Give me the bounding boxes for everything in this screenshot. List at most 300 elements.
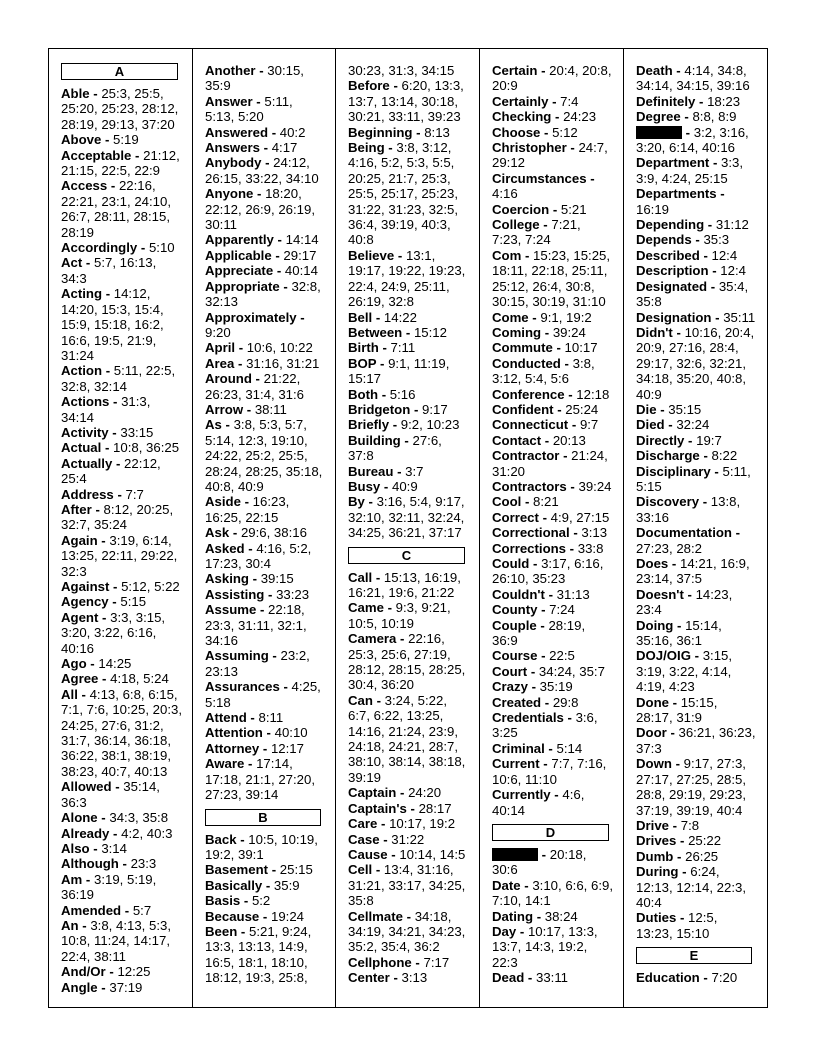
index-term: Assisting: [205, 586, 265, 602]
index-entry: Die - 35:15: [636, 401, 702, 417]
index-term: Conducted: [492, 355, 561, 371]
index-term: Ask: [205, 525, 230, 541]
page-line-refs: 3:6, 3:25: [492, 710, 598, 741]
index-term: Directly: [636, 432, 685, 448]
page-line-refs: 5:2: [251, 893, 271, 909]
index-term: Christopher: [492, 140, 567, 156]
index-entry: Captain - 24:20: [348, 785, 442, 801]
index-term: Dumb: [636, 848, 674, 864]
index-term: Answer: [205, 93, 253, 109]
index-term: Couldn't: [492, 586, 545, 602]
index-entry: Accordingly - 5:10: [61, 240, 175, 256]
page-line-refs: 28:17: [418, 800, 452, 816]
page-line-refs: 4:16: [492, 186, 518, 202]
page-line-refs: 15:12: [413, 324, 447, 340]
index-entry: April - 10:6, 10:22: [205, 340, 313, 356]
index-entry: Died - 32:24: [636, 417, 710, 433]
page-line-refs: 10:5, 10:19, 19:2, 39:1: [205, 831, 318, 862]
page-line-refs: 16:23, 16:25, 22:15: [205, 494, 290, 525]
page-line-refs: 12:25: [117, 964, 151, 980]
index-term: Came: [348, 600, 384, 616]
index-term: Access: [61, 178, 108, 194]
page-line-refs: 3:8, 4:13, 5:3, 10:8, 11:24, 14:17, 22:4, 38:11: [61, 917, 171, 964]
index-entry: College - 7:21, 7:23, 7:24: [492, 217, 581, 248]
index-term: During: [636, 864, 679, 880]
page-line-refs: 10:17: [564, 340, 598, 356]
index-term: Certain: [492, 63, 538, 78]
index-entry: Again - 3:19, 6:14, 13:25, 22:11, 29:22, 32:3: [61, 532, 178, 579]
index-term: Drive: [636, 817, 669, 833]
page-line-refs: 39:24: [578, 478, 612, 494]
index-entry: Depending - 31:12: [636, 217, 749, 233]
page-line-refs: 31:16, 31:21: [246, 355, 320, 371]
index-entry: Depends - 35:3: [636, 232, 730, 248]
page-line-refs: 7:20: [711, 970, 738, 986]
index-term: Agency: [61, 594, 109, 610]
index-entry: Dead - 33:11: [492, 970, 569, 986]
index-term: Captain: [348, 785, 397, 801]
page-line-refs: 3:3, 3:15, 3:20, 3:22, 6:16, 40:16: [61, 609, 166, 656]
page-line-refs: 24:12, 26:15, 33:22, 34:10: [205, 155, 319, 186]
index-entry: Beginning - 8:13: [348, 124, 450, 140]
index-term: Also: [61, 840, 90, 856]
index-entry: Being - 3:8, 3:12, 4:16, 5:2, 5:3, 5:5, 20:25, 21:7, 25:3, 25:5, 25:17, 25:23, 31:22, 31:23, 32:5, 36:4, 39:19, 40:3, 40:8: [348, 140, 458, 248]
index-term: Cause: [348, 846, 388, 862]
page-line-refs: 4:18, 5:24: [110, 671, 169, 687]
index-entry: DOJ/OIG - 3:15, 3:19, 3:22, 4:14, 4:19, 4:23: [636, 648, 733, 695]
page-line-refs: 5:12, 5:22: [121, 579, 180, 594]
section-letter-b: B: [205, 809, 321, 826]
index-entry: Aside - 16:23, 16:25, 22:15: [205, 494, 290, 525]
page-line-refs: 3:13: [581, 525, 608, 541]
index-entry: Amended - 5:7: [61, 902, 152, 918]
index-entry: Created - 29:8: [492, 694, 579, 710]
index-term: Area: [205, 355, 235, 371]
index-entry: Agent - 3:3, 3:15, 3:20, 3:22, 6:16, 40:16: [61, 609, 166, 656]
index-entry: Birth - 7:11: [348, 340, 416, 356]
index-entry: Directly - 19:7: [636, 432, 722, 448]
page-line-refs: 32:8, 32:13: [205, 278, 321, 310]
index-entry: Couple - 28:19, 36:9: [492, 617, 586, 649]
index-entry: Current - 7:7, 7:16, 10:6, 11:10: [492, 756, 607, 787]
index-term: Case: [348, 831, 380, 847]
index-term: All: [61, 686, 78, 702]
page-line-refs: 3:19, 5:19, 36:19: [61, 871, 157, 903]
redaction-block: [492, 848, 538, 861]
page-line-refs: 27:6, 37:8: [348, 432, 442, 464]
index-entry: Apparently - 14:14: [205, 232, 319, 248]
page-line-refs: 34:24, 35:7: [538, 663, 605, 679]
index-term: Crazy: [492, 679, 528, 695]
page-line-refs: 3:13: [401, 970, 428, 986]
page-line-refs: 31:3, 34:14: [61, 394, 151, 425]
index-entry: Conference - 12:18: [492, 386, 610, 402]
index-entry: Circumstances - 4:16: [492, 170, 595, 202]
index-entry: Contractor - 21:24, 31:20: [492, 448, 608, 479]
page-line-refs: 8:11: [258, 710, 284, 726]
index-entry: Around - 21:22, 26:23, 31:4, 31:6: [205, 371, 304, 402]
page-line-refs: 20:4, 20:8, 20:9: [492, 63, 612, 94]
page-line-refs: 27:23, 28:2: [636, 540, 702, 556]
page-line-refs: 34:18, 34:19, 34:21, 34:23, 35:2, 35:4, 36:2: [348, 908, 466, 955]
index-term: Current: [492, 756, 540, 772]
page-line-refs: 23:3: [130, 856, 157, 872]
index-entry: Cell - 13:4, 31:16, 31:21, 33:17, 34:25, 35:8: [348, 862, 466, 909]
index-term: Action: [61, 363, 103, 379]
index-entry: Answer - 5:11, 5:13, 5:20: [205, 93, 293, 125]
index-entry: - 20:18, 30:6: [492, 846, 587, 878]
index-entry: Certainly - 7:4: [492, 93, 579, 109]
index-entry: Attend - 8:11: [205, 710, 284, 726]
index-entry: Departments - 16:19: [636, 186, 725, 217]
index-entry: Case - 31:22: [348, 831, 425, 847]
index-term: Contractor: [492, 448, 560, 464]
page-line-refs: 9:7: [579, 417, 599, 433]
page-line-refs: 22:16, 25:3, 25:6, 27:19, 28:12, 28:15, 28:25, 30:4, 36:20: [348, 631, 466, 693]
index-entry: Center - 3:13: [348, 970, 428, 986]
index-term: Again: [61, 532, 98, 548]
index-term: Act: [61, 255, 83, 271]
index-entry: Drives - 25:22: [636, 833, 722, 849]
index-entry: Been - 5:21, 9:24, 13:3, 13:13, 14:9, 16:5, 18:1, 18:10, 18:12, 19:3, 25:8,: [205, 923, 312, 986]
index-term: Cool: [492, 494, 522, 510]
index-entry: Approximately - 9:20: [205, 309, 305, 340]
page-line-refs: 38:11: [254, 401, 287, 417]
index-entry: Confident - 25:24: [492, 401, 599, 417]
index-entry: During - 6:24, 12:13, 12:14, 22:3, 40:4: [636, 864, 746, 910]
page-line-refs: 9:17, 27:3, 27:17, 27:25, 28:5, 28:8, 29:19, 29:23, 37:19, 39:19, 40:4: [636, 756, 746, 818]
page-line-refs: 3:8, 3:12, 5:4, 5:6: [492, 355, 595, 387]
index-term: Done: [636, 694, 669, 710]
index-entry: Action - 5:11, 22:5, 32:8, 32:14: [61, 363, 176, 394]
index-term: Assurances: [205, 679, 280, 695]
index-term: Certainly: [492, 93, 549, 109]
page-line-refs: 35:15: [668, 401, 702, 417]
page-line-refs: 9:1, 11:19, 15:17: [348, 355, 450, 387]
page-line-refs: 12:4: [711, 247, 738, 263]
index-entry: Description - 12:4: [636, 263, 746, 279]
page-line-refs: 31:12: [715, 217, 749, 233]
page-line-refs: 38:24: [544, 908, 578, 924]
page-line-refs: 4:13, 6:8, 6:15, 7:1, 7:6, 10:25, 20:3, 24:25, 27:6, 31:2, 31:7, 36:14, 36:18, 36:22, 38:1, 38:19, 38:23, 40:7, 40:13: [61, 686, 182, 779]
index-term: Another: [205, 63, 256, 78]
index-term: Accordingly: [61, 240, 138, 256]
index-entry: Degree - 8:8, 8:9: [636, 109, 737, 125]
page-line-refs: 13:4, 31:16, 31:21, 33:17, 34:25, 35:8: [348, 862, 466, 909]
index-entry: Both - 5:16: [348, 386, 416, 402]
page-line-refs: 24:20: [408, 785, 442, 801]
page-line-refs: 4:25, 5:18: [205, 679, 321, 710]
page-line-refs: 7:7: [125, 486, 144, 502]
index-term: As: [205, 417, 222, 433]
index-term: Answered: [205, 124, 269, 140]
index-page-frame: [48, 48, 768, 1008]
index-entry: Cool - 8:21: [492, 494, 559, 510]
index-term: Discharge: [636, 448, 700, 464]
index-term: Against: [61, 579, 110, 594]
index-term: Anybody: [205, 155, 262, 171]
page-line-refs: 3:8, 3:12, 4:16, 5:2, 5:3, 5:5, 20:25, 21:7, 25:3, 25:5, 25:17, 25:23, 31:22, 31:23, 32:5, 36:4, 39:19, 40:3, 40:8: [348, 140, 458, 248]
index-entry: Against - 5:12, 5:22: [61, 579, 180, 594]
index-term: Attorney: [205, 740, 260, 756]
index-term: Ago: [61, 656, 87, 672]
page-line-refs: 40:14: [284, 263, 318, 279]
index-term: Course: [492, 648, 538, 664]
index-entry: Crazy - 35:19: [492, 679, 573, 695]
index-entry: Access - 22:16, 22:21, 23:1, 24:10, 26:7, 28:11, 28:15, 28:19: [61, 178, 171, 240]
index-term: DOJ/OIG: [636, 648, 691, 664]
index-term: Been: [205, 923, 238, 939]
index-term: Discovery: [636, 494, 700, 510]
page-line-refs: 40:2: [279, 124, 306, 140]
page-line-refs: 36:21, 36:23, 37:3: [636, 725, 756, 756]
index-term: Departments: [636, 186, 717, 202]
index-term: Depends: [636, 232, 692, 248]
index-entry: Come - 9:1, 19:2: [492, 309, 592, 325]
page-line-refs: 5:7, 16:13, 34:3: [61, 255, 157, 286]
page-line-refs: 21:24, 31:20: [492, 448, 608, 479]
page-line-refs: 14:22: [383, 309, 417, 325]
index-term: Alone: [61, 810, 98, 826]
index-column-2: [192, 49, 335, 1007]
index-term: Center: [348, 970, 390, 986]
index-term: Die: [636, 401, 657, 417]
index-entry: Does - 14:21, 16:9, 23:14, 37:5: [636, 556, 750, 587]
page-line-refs: 14:21, 16:9, 23:14, 37:5: [636, 556, 750, 587]
index-term: Currently: [492, 787, 551, 803]
index-term: Actual: [61, 440, 102, 456]
index-entry: Assuming - 23:2, 23:13: [205, 648, 310, 679]
page-line-refs: 22:16, 22:21, 23:1, 24:10, 26:7, 28:11, 28:15, 28:19: [61, 178, 171, 240]
index-term: Agent: [61, 609, 99, 625]
page-line-refs: 12:17: [270, 740, 304, 756]
index-entry: Cellmate - 34:18, 34:19, 34:21, 34:23, 35:2, 35:4, 36:2: [348, 908, 466, 955]
page-line-refs: 8:8, 8:9: [692, 109, 737, 125]
index-term: Briefly: [348, 417, 390, 433]
index-entry: Coercion - 5:21: [492, 201, 587, 217]
page-line-refs: 19:7: [696, 432, 722, 448]
index-term: Confident: [492, 401, 554, 417]
index-term: Does: [636, 556, 669, 571]
page-line-refs: 35:9: [273, 877, 300, 893]
page-line-refs: 33:23: [276, 586, 310, 602]
index-entry: Between - 15:12: [348, 324, 447, 340]
index-term: Come: [492, 309, 529, 325]
page-line-refs: 5:21, 9:24, 13:3, 13:13, 14:9, 16:5, 18:1, 18:10, 18:12, 19:3, 25:8,: [205, 923, 312, 986]
index-entry: Dumb - 26:25: [636, 848, 719, 864]
page-line-refs: 4:17: [271, 140, 298, 156]
index-term: Basement: [205, 862, 269, 878]
page-line-refs: 22:12, 25:4: [61, 455, 161, 487]
index-term: Above: [61, 132, 102, 148]
page-line-refs: 8:13: [424, 124, 450, 140]
index-term: Corrections: [492, 540, 567, 556]
index-entry: Actions - 31:3, 34:14: [61, 394, 151, 425]
page-line-refs: 29:6, 38:16: [240, 525, 307, 541]
index-entry: Definitely - 18:23: [636, 93, 741, 109]
index-entry: Doesn't - 14:23, 23:4: [636, 586, 733, 618]
index-term: Conference: [492, 386, 565, 402]
index-entry: Area - 31:16, 31:21: [205, 355, 320, 371]
index-entry: Angle - 37:19: [61, 979, 143, 995]
index-term: Actions: [61, 394, 110, 410]
page-line-refs: 33:8: [577, 540, 604, 556]
page-line-refs: 9:1, 19:2: [540, 309, 592, 325]
index-term: Around: [205, 371, 252, 387]
page-line-refs: 40:9: [391, 478, 418, 494]
index-entry: Back - 10:5, 10:19, 19:2, 39:1: [205, 831, 318, 862]
index-term: Doing: [636, 617, 674, 633]
page-line-refs: 39:15: [260, 571, 294, 587]
page-line-refs: 14:25: [98, 656, 132, 672]
index-entry: Anyone - 18:20, 22:12, 26:9, 26:19, 30:11: [205, 186, 315, 233]
index-term: Basically: [205, 877, 263, 893]
index-entry: Education - 7:20: [636, 970, 738, 986]
page-line-refs: 23:2, 23:13: [205, 648, 310, 679]
index-column-4: [479, 49, 623, 1007]
index-entry: Another - 30:15, 35:9: [205, 63, 304, 94]
index-term: Agree: [61, 671, 99, 687]
index-term: Being: [348, 140, 385, 156]
index-entry: Down - 9:17, 27:3, 27:17, 27:25, 28:5, 28:8, 29:19, 29:23, 37:19, 39:19, 40:4: [636, 756, 746, 818]
index-term: Camera: [348, 631, 397, 647]
index-term: After: [61, 501, 92, 517]
page-line-refs: 12:4: [720, 263, 746, 279]
page-line-refs: 31:22: [391, 831, 425, 847]
section-letter-c: C: [348, 547, 465, 564]
index-entry: Ago - 14:25: [61, 656, 132, 672]
index-entry: Didn't - 10:16, 20:4, 20:9, 27:16, 28:4, 29:17, 32:6, 32:21, 34:18, 35:20, 40:8, 40:9: [636, 324, 755, 402]
page-line-refs: 29:17: [283, 247, 317, 263]
page-line-refs: 7:4: [560, 93, 579, 109]
index-entry: Contact - 20:13: [492, 432, 586, 448]
index-term: Between: [348, 324, 403, 340]
index-term: Am: [61, 871, 83, 887]
index-term: Captain's: [348, 800, 407, 816]
index-term: Asked: [205, 540, 245, 556]
index-term: Designated: [636, 278, 708, 294]
page-line-refs: 5:10: [148, 240, 175, 256]
index-term: Building: [348, 432, 401, 448]
index-term: Call: [348, 569, 373, 585]
index-entry: Acting - 14:12, 14:20, 15:3, 15:4, 15:9, 15:18, 16:2, 16:6, 19:5, 21:9, 31:24: [61, 286, 164, 363]
index-term: Choose: [492, 124, 541, 140]
page-line-refs: 35:4, 35:8: [636, 278, 749, 310]
index-entry: Care - 10:17, 19:2: [348, 816, 456, 832]
index-term: Actually: [61, 455, 113, 471]
page-line-refs: 5:11, 22:5, 32:8, 32:14: [61, 363, 176, 394]
index-term: Beginning: [348, 124, 413, 140]
index-entry: Cellphone - 7:17: [348, 954, 450, 970]
index-entry: Actually - 22:12, 25:4: [61, 455, 161, 487]
page-line-refs: 5:21: [560, 201, 587, 217]
index-entry: Cause - 10:14, 14:5: [348, 846, 466, 862]
page-line-refs: 6:24, 12:13, 12:14, 22:3, 40:4: [636, 864, 746, 910]
index-entry: Date - 3:10, 6:6, 6:9, 7:10, 14:1: [492, 877, 613, 909]
page-line-refs: 18:23: [707, 93, 741, 109]
page-line-refs: 3:16, 5:4, 9:17, 32:10, 32:11, 32:24, 34:25, 36:21, 37:17: [348, 494, 465, 541]
index-entry: Bureau - 3:7: [348, 463, 424, 479]
page-line-refs: 25:15: [279, 862, 313, 878]
index-entry: Done - 15:15, 28:17, 31:9: [636, 694, 718, 726]
page-line-refs: 31:13: [556, 586, 590, 602]
index-term: Contact: [492, 432, 542, 448]
index-entry: Court - 34:24, 35:7: [492, 663, 605, 679]
page-line-refs: 40:10: [274, 725, 308, 741]
index-term: An: [61, 917, 79, 933]
page-line-refs: 22:18, 23:3, 31:11, 32:1, 34:16: [205, 602, 307, 649]
index-term: Designation: [636, 309, 712, 325]
index-entry: Because - 19:24: [205, 908, 305, 924]
index-term: April: [205, 340, 236, 356]
index-term: By: [348, 494, 365, 510]
page-line-refs: 35:11: [723, 309, 756, 325]
page-line-refs: 35:3: [703, 232, 730, 248]
page-line-refs: 7:8: [680, 817, 700, 833]
index-entry: Ask - 29:6, 38:16: [205, 525, 307, 541]
index-entry: Attorney - 12:17: [205, 740, 304, 756]
page-line-refs: 6:20, 13:3, 13:7, 13:14, 30:18, 30:21, 33:11, 39:23: [348, 78, 464, 125]
index-entry: All - 4:13, 6:8, 6:15, 7:1, 7:6, 10:25, 20:3, 24:25, 27:6, 31:2, 31:7, 36:14, 36:18, 36:22, 38:1, 38:19, 38:23, 40:7, 40:13: [61, 686, 182, 779]
page-line-refs: 8:21: [533, 494, 559, 510]
index-term: Didn't: [636, 324, 673, 340]
index-entry: Bell - 14:22: [348, 309, 417, 325]
index-term: Depending: [636, 217, 705, 233]
page-line-refs: 10:6, 10:22: [246, 340, 313, 356]
page-line-refs: 14:23, 23:4: [636, 586, 733, 618]
index-entry: Death - 4:14, 34:8, 34:14, 34:15, 39:16: [636, 63, 750, 94]
page-line-refs: 4:16, 5:2, 17:23, 30:4: [205, 540, 312, 571]
index-entry: Basement - 25:15: [205, 862, 313, 878]
index-entry: Building - 27:6, 37:8: [348, 432, 442, 464]
page-line-refs: 26:25: [685, 848, 719, 864]
page-line-refs: 10:17, 19:2: [389, 816, 456, 832]
index-entry: Applicable - 29:17: [205, 247, 317, 263]
page-line-refs: 33:15: [120, 424, 154, 440]
index-entry: Activity - 33:15: [61, 424, 154, 440]
redaction-block: [636, 126, 682, 139]
index-term: Basis: [205, 893, 241, 909]
index-entry: Answered - 40:2: [205, 124, 306, 140]
index-entry: Also - 3:14: [61, 840, 127, 856]
index-term: Apparently: [205, 232, 274, 248]
page-line-refs: 3:19, 6:14, 13:25, 22:11, 29:22, 32:3: [61, 532, 178, 579]
index-entry: Doing - 15:14, 35:16, 36:1: [636, 617, 722, 649]
index-term: Drives: [636, 833, 677, 849]
index-term: Could: [492, 556, 530, 571]
index-entry: [348, 63, 469, 78]
index-term: Contractors: [492, 478, 567, 494]
index-entry: Acceptable - 21:12, 21:15, 22:5, 22:9: [61, 147, 180, 179]
index-entry: Appropriate - 32:8, 32:13: [205, 278, 321, 310]
index-entry: Appreciate - 40:14: [205, 263, 318, 279]
index-entry: Assurances - 4:25, 5:18: [205, 679, 321, 710]
page-line-refs: 15:13, 16:19, 16:21, 19:6, 21:22: [348, 569, 461, 600]
index-term: And/Or: [61, 964, 106, 980]
index-entry: By - 3:16, 5:4, 9:17, 32:10, 32:11, 32:24, 34:25, 36:21, 37:17: [348, 494, 465, 541]
page-line-refs: 4:14, 34:8, 34:14, 34:15, 39:16: [636, 63, 750, 94]
index-entry: Basically - 35:9: [205, 877, 300, 893]
page-line-refs: 7:17: [423, 954, 450, 970]
index-entry: An - 3:8, 4:13, 5:3, 10:8, 11:24, 14:17, 22:4, 38:11: [61, 917, 171, 964]
index-entry: Basis - 5:2: [205, 893, 271, 909]
index-entry: Currently - 4:6, 40:14: [492, 787, 585, 818]
page-line-refs: 10:14, 14:5: [399, 846, 466, 862]
index-term: Coercion: [492, 201, 550, 217]
index-term: Approximately: [205, 309, 297, 325]
index-entry: Assume - 22:18, 23:3, 31:11, 32:1, 34:16: [205, 602, 307, 649]
page-line-refs: 10:8, 36:25: [113, 440, 180, 456]
